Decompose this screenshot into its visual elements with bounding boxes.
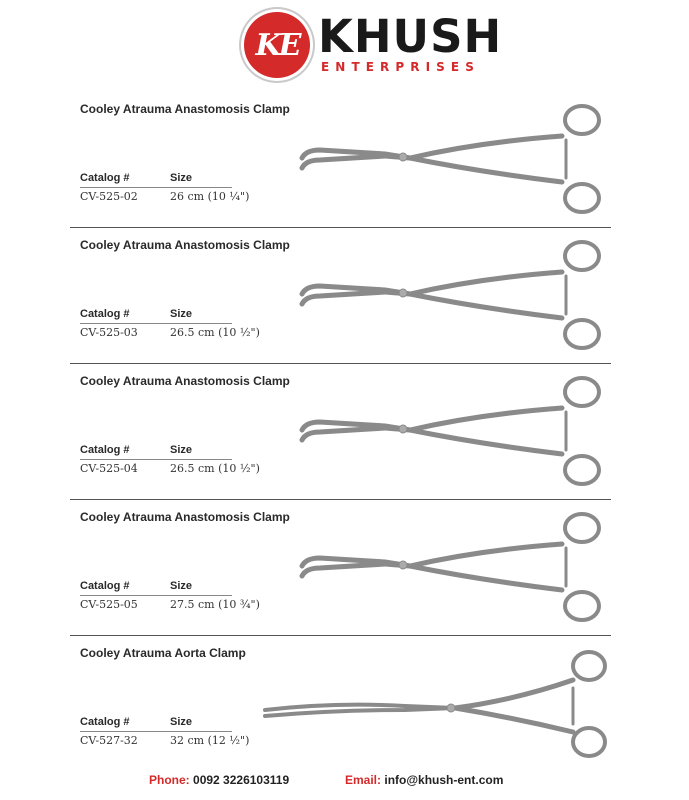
logo-mark: KE xyxy=(255,27,299,63)
size-value: 26.5 cm (10 ½") xyxy=(170,462,260,475)
product-title: Cooley Atrauma Aorta Clamp xyxy=(80,646,246,660)
email-contact xyxy=(345,773,503,787)
product-entry xyxy=(0,92,689,228)
product-entry xyxy=(0,228,689,364)
catalog-header: Catalog # xyxy=(80,716,130,728)
footer xyxy=(0,773,689,793)
brand-subtitle: ENTERPRISES xyxy=(321,60,480,74)
email-label: Email: xyxy=(345,773,382,787)
size-header: Size xyxy=(170,716,193,728)
brand-logo xyxy=(244,12,310,78)
phone-contact xyxy=(149,773,289,787)
catalog-header: Catalog # xyxy=(80,172,130,184)
curved-clamp-icon xyxy=(240,500,620,630)
catalog-number: CV-527-32 xyxy=(80,734,138,747)
catalog-number: CV-525-04 xyxy=(80,462,138,475)
header-rule xyxy=(80,187,232,188)
catalog-number: CV-525-02 xyxy=(80,190,138,203)
header-rule xyxy=(80,731,232,732)
header xyxy=(0,0,689,92)
header-rule xyxy=(80,595,232,596)
size-value: 26 cm (10 ¼") xyxy=(170,190,250,203)
size-value: 27.5 cm (10 ¾") xyxy=(170,598,260,611)
phone-number[interactable]: 0092 3226103119 xyxy=(193,773,290,787)
product-title: Cooley Atrauma Anastomosis Clamp xyxy=(80,510,290,524)
product-title: Cooley Atrauma Anastomosis Clamp xyxy=(80,374,290,388)
curved-clamp-icon xyxy=(240,228,620,358)
header-rule xyxy=(80,459,232,460)
brand-name: KHUSH xyxy=(318,10,503,63)
size-value: 26.5 cm (10 ½") xyxy=(170,326,260,339)
header-rule xyxy=(80,323,232,324)
curved-clamp-icon xyxy=(240,364,620,494)
catalog-number: CV-525-03 xyxy=(80,326,138,339)
size-value: 32 cm (12 ½") xyxy=(170,734,250,747)
product-title: Cooley Atrauma Anastomosis Clamp xyxy=(80,238,290,252)
catalog-header: Catalog # xyxy=(80,444,130,456)
size-header: Size xyxy=(170,580,193,592)
email-address[interactable]: info@khush-ent.com xyxy=(384,773,504,787)
size-header: Size xyxy=(170,172,193,184)
product-entry xyxy=(0,636,689,772)
curved-clamp-icon xyxy=(240,92,620,222)
phone-label: Phone: xyxy=(149,773,190,787)
product-entry xyxy=(0,500,689,636)
catalog-number: CV-525-05 xyxy=(80,598,138,611)
aorta-clamp-icon xyxy=(255,636,635,766)
size-header: Size xyxy=(170,308,193,320)
size-header: Size xyxy=(170,444,193,456)
catalog-header: Catalog # xyxy=(80,580,130,592)
catalog-header: Catalog # xyxy=(80,308,130,320)
product-entry xyxy=(0,364,689,500)
product-title: Cooley Atrauma Anastomosis Clamp xyxy=(80,102,290,116)
